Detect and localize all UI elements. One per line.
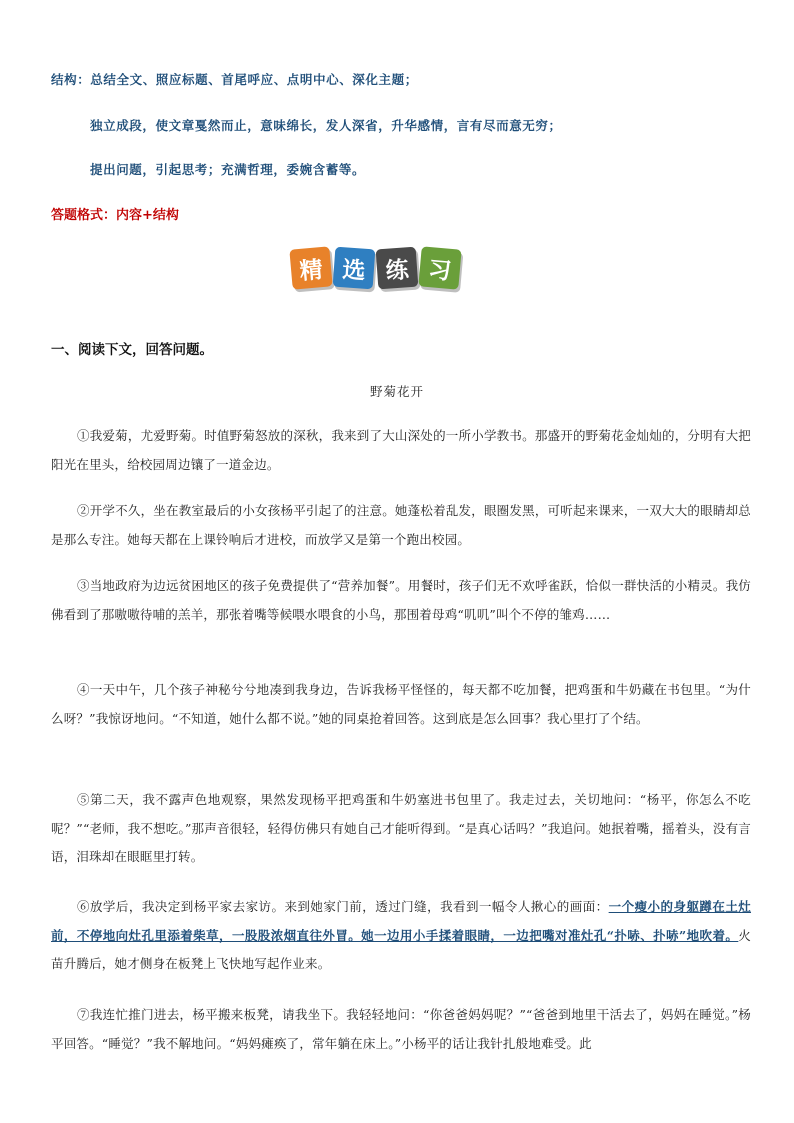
article-title: 野菊花开 bbox=[369, 384, 424, 399]
paragraph-4: ④一天中午，几个孩子神秘兮兮地凑到我身边，告诉我杨平怪怪的，每天都不吃加餐，把鸡蛋和牛奶藏在书包里。“为什么呀？”我惊讶地问。“不知道，她什么都不说。”她的同桌抢着回答。这到底是怎么回事？我心里打了个结。 bbox=[51, 682, 751, 726]
banner-tile-2: 选 bbox=[333, 247, 376, 290]
structure-line-2: 独立成段，使文章戛然而止，意味绵长，发人深省，升华感情，言有尽而意无穷； bbox=[90, 118, 562, 133]
paragraph-6-underlined: 一个瘦小的身躯蹲在土灶前，不停地向灶孔里添着柴草，一股股浓烟直往外冒。她一边用小手揉着眼睛，一边把嘴对准灶孔“扑哧、扑哧”地吹着。 bbox=[51, 899, 752, 943]
paragraph-3: ③当地政府为边远贫困地区的孩子免费提供了“营养加餐”。用餐时，孩子们无不欢呼雀跃，恰似一群快活的小精灵。我仿佛看到了那嗷嗷待哺的羔羊，那张着嘴等候喂水喂食的小鸟，那围着母鸡“叽叽”叫个不停的雏鸡…… bbox=[51, 578, 751, 622]
banner-tile-1: 精 bbox=[289, 246, 332, 289]
paragraph-5: ⑤第二天，我不露声色地观察，果然发现杨平把鸡蛋和牛奶塞进书包里了。我走过去，关切地问：“杨平，你怎么不吃呢？”“老师，我不想吃。”那声音很轻，轻得仿佛只有她自己才能听得到。“是真心话吗？”我追问。她抿着嘴，摇着头，没有言语，泪珠却在眼眶里打转。 bbox=[51, 792, 751, 864]
banner-tile-3: 练 bbox=[376, 247, 419, 290]
paragraph-7: ⑦我连忙推门进去，杨平搬来板凳，请我坐下。我轻轻地问：“你爸爸妈妈呢？”“爸爸到地里干活去了，妈妈在睡觉。”杨平回答。“睡觉？”我不解地问。“妈妈瘫痪了，常年躺在床上。”小杨平的话让我针扎般地难受。此 bbox=[51, 1007, 751, 1051]
paragraph-6-text-b: 火苗升腾后，她才侧身在板凳上飞快地写起作业来。 bbox=[51, 927, 751, 971]
structure-line-1: 结构：总结全文、照应标题、首尾呼应、点明中心、深化主题； bbox=[51, 72, 418, 87]
structure-line-3: 提出问题，引起思考；充满哲理，委婉含蓄等。 bbox=[90, 162, 366, 177]
answer-format-label: 答题格式：内容+结构 bbox=[51, 208, 179, 223]
paragraph-2: ②开学不久，坐在教室最后的小女孩杨平引起了的注意。她蓬松着乱发，眼圈发黑，可听起来课来，一双大大的眼睛却总是那么专注。她每天都在上课铃响后才进校，而放学又是第一个跑出校园。 bbox=[51, 503, 751, 547]
paragraph-6 bbox=[51, 893, 751, 979]
paragraph-6-text-a: ⑥放学后，我决定到杨平家去家访。来到她家门前，透过门缝，我看到一幅令人揪心的画面： bbox=[77, 899, 609, 914]
paragraph-1: ①我爱菊，尤爱野菊。时值野菊怒放的深秋，我来到了大山深处的一所小学教书。那盛开的野菊花金灿灿的，分明有大把阳光在里头，给校园周边镶了一道金边。 bbox=[51, 428, 751, 472]
section-heading: 一、阅读下文，回答问题。 bbox=[51, 342, 213, 358]
banner-tile-4: 习 bbox=[418, 246, 461, 289]
practice-banner bbox=[291, 248, 463, 292]
